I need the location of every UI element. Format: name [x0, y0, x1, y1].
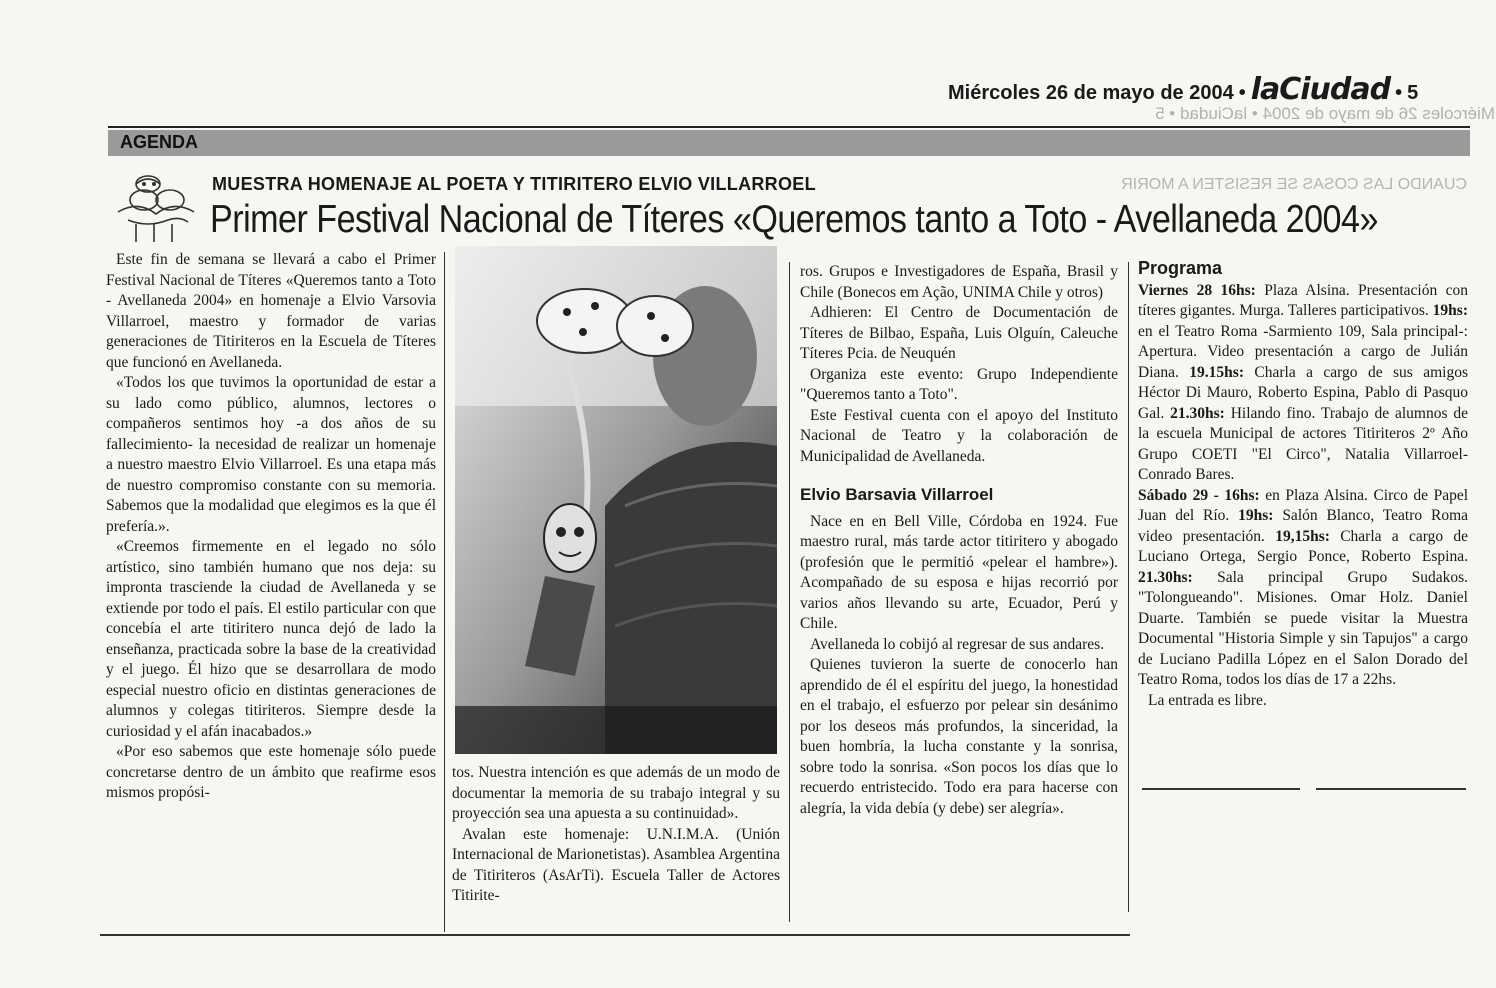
time-label: 19hs:	[1238, 507, 1274, 524]
bullet: •	[1395, 82, 1403, 104]
column-3	[800, 262, 1118, 819]
paragraph: «Todos los que tuvimos la oportunidad de estar a su lado como público, alumnos, lectores o compañeros sentimos hoy -a dos años de su fallecimiento- la necesidad de realizar un homenaje a nuestro maestro Elvio Villarroel. Es una etapa más de nuestro compromiso constante con su memoria. Sabemos que la modalidad que elegimos es la que él prefería.».	[106, 374, 436, 535]
programa-closing: La entrada es libre.	[1148, 691, 1267, 709]
event-text: Charla a cargo de Luciano Ortega, Sergio Ponce, Roberto Espina.	[1138, 527, 1468, 565]
paragraph: «Por eso sabemos que este homenaje sólo puede concretarse dentro de un ámbito que reafirme esos mismos propósi-	[106, 743, 436, 801]
column-4-programa	[1138, 258, 1468, 711]
time-label: 21.30hs:	[1170, 404, 1225, 422]
paragraph: Adhieren: El Centro de Documentación de Títeres de Bilbao, España, Luis Olguín, Caleuche Títeres Pcia. de Neuquén	[800, 304, 1118, 362]
show-through-text-2: CUANDO LAS COSAS SE RESISTEN A MORIR	[1121, 176, 1467, 193]
newspaper-logo: laCiudad	[1250, 72, 1391, 107]
event-text: en Plaza Alsina. Circo de Papel Juan del Río.	[1138, 486, 1469, 524]
programa-day-1	[1138, 281, 1468, 486]
box-rule	[1142, 788, 1300, 790]
paragraph: Este fin de semana se llevará a cabo el Primer Festival Nacional de Títeres «Queremos tanto a Toto - Avellaneda 2004» en homenaje a Elvio Varsovia Villarroel, maestro y formador de varias generaciones de Titiriteros en la Escuela de Títeres que funcionó en Avellaneda.	[106, 251, 436, 371]
section-bar	[108, 130, 1470, 156]
puppeteer-photo	[455, 246, 777, 754]
column-2	[452, 763, 780, 907]
day-label: Viernes 28 16hs:	[1138, 281, 1256, 299]
section-label: AGENDA	[120, 132, 199, 152]
bullet: •	[1238, 82, 1246, 104]
event-text: Plaza Alsina. Presentación con títeres gigantes. Murga. Talleres participativos.	[1138, 281, 1468, 319]
bio-title: Elvio Barsavia Villarroel	[800, 485, 994, 504]
programa-day-2	[1138, 486, 1468, 691]
time-label: 21.30hs:	[1138, 568, 1193, 586]
kicker: MUESTRA HOMENAJE AL POETA Y TITIRITERO ELVIO VILLARROEL	[212, 174, 816, 194]
paragraph: tos. Nuestra intención es que además de un modo de documentar la memoria de su trabajo integral y su proyección sea una apuesta a su continuidad».	[452, 764, 780, 822]
box-rule	[1316, 788, 1466, 790]
time-label: 19,15hs:	[1275, 527, 1330, 545]
paragraph: Este Festival cuenta con el apoyo del Instituto Nacional de Teatro y la colaboración de Municipalidad de Avellaneda.	[800, 406, 1118, 465]
bottom-rule	[100, 934, 1130, 936]
paragraph: Nace en en Bell Ville, Córdoba en 1924. Fue maestro rural, más tarde actor titiritero y abogado (profesión que le permitió «pelear el hambre»). Acompañado de su esposa e hijas recorrió por varios años llevando su arte, Ecuador, Perú y Chile.	[800, 512, 1118, 632]
paragraph: «Creemos firmemente en el legado no sólo artístico, sino también humano que nos deja: su impronta trasciende la ciudad de Avellaneda y se extiende por todo el país. El estilo particular con que concebía el arte titiritero nunca dejó de lado la enseñanza, practicada sobre la base de la creatividad y el juego. Él hizo que se desarrollara de modo especial nuestro oficio en distintas generaciones de alumnos y colegas titiriteros. Siempre desde la curiosidad y el afán inacabados.»	[106, 538, 436, 740]
paragraph: Avalan este homenaje: U.N.I.M.A. (Unión Internacional de Marionetistas). Asamblea Argentina de Titiriteros (AsArTi). Escuela Taller de Actores Titirite-	[452, 825, 780, 904]
section-rule	[108, 126, 1470, 128]
show-through-text: Miércoles 26 de mayo de 2004 • laCiudad • 5	[1155, 104, 1495, 123]
paragraph: Avellaneda lo cobijó al regresar de sus andares.	[810, 635, 1105, 653]
time-label: 19hs:	[1432, 302, 1468, 319]
event-text: También se puede visitar la Muestra Documental "Historia Simple y sin Tapujos" a cargo de Luciano Padilla López en el Salon Dorado del Teatro Roma, todos los días de 17 a 22hs.	[1138, 609, 1468, 688]
masthead	[948, 72, 1418, 107]
programa-title: Programa	[1138, 258, 1223, 278]
event-text: en el Teatro Roma -Sarmiento 109, Sala principal-: Apertura. Video presentación a cargo de Julián Diana.	[1138, 322, 1468, 381]
column-1	[106, 250, 436, 804]
event-text: Salón Blanco, Teatro Roma video presentación.	[1138, 507, 1469, 545]
paragraph: Organiza este evento: Grupo Independiente "Queremos tanto a Toto".	[800, 365, 1118, 403]
column-divider	[1128, 262, 1129, 912]
event-text: Hilando fino. Trabajo de alumnos de la escuela Municipal de actores Titiriteros 2º Año Grupo COETI "El Circo", Natalia Villarroel- Conrado Bares.	[1138, 404, 1469, 483]
masthead-date: Miércoles 26 de mayo de 2004	[948, 82, 1234, 104]
column-divider	[789, 262, 790, 922]
page-number: 5	[1407, 82, 1419, 104]
paragraph: ros. Grupos e Investigadores de España, Brasil y Chile (Bonecos em Ação, UNIMA Chile y otros)	[800, 263, 1118, 301]
puppet-logo-icon	[108, 170, 203, 245]
paragraph: Quienes tuvieron la suerte de conocerlo han aprendido de él el espíritu del juego, la honestidad en el trabajo, el esfuerzo por pelear sin desánimo por los deseos más profundos, la sinceridad, la buen hombría, la lucha constante y la sonrisa, sobre todo la sonrisa. «Son pocos los días que lo recuerdo entristecido. Todo era para hacerse con alegría, la vida debía (y debe) ser alegría».	[800, 656, 1118, 817]
headline: Primer Festival Nacional de Títeres «Queremos tanto a Toto - Avellaneda 2004»	[210, 198, 1378, 241]
time-label: 19.15hs:	[1189, 363, 1244, 381]
column-divider	[444, 252, 445, 932]
event-text: Sala principal Grupo Sudakos. "Tolongueando". Misiones. Omar Holz. Daniel Duarte.	[1138, 568, 1468, 627]
event-text: Charla a cargo de sus amigos Héctor Di Mauro, Roberto Espina, Pablo di Pasquo Gal.	[1138, 363, 1468, 422]
day-label: Sábado 29 - 16hs:	[1138, 486, 1260, 504]
